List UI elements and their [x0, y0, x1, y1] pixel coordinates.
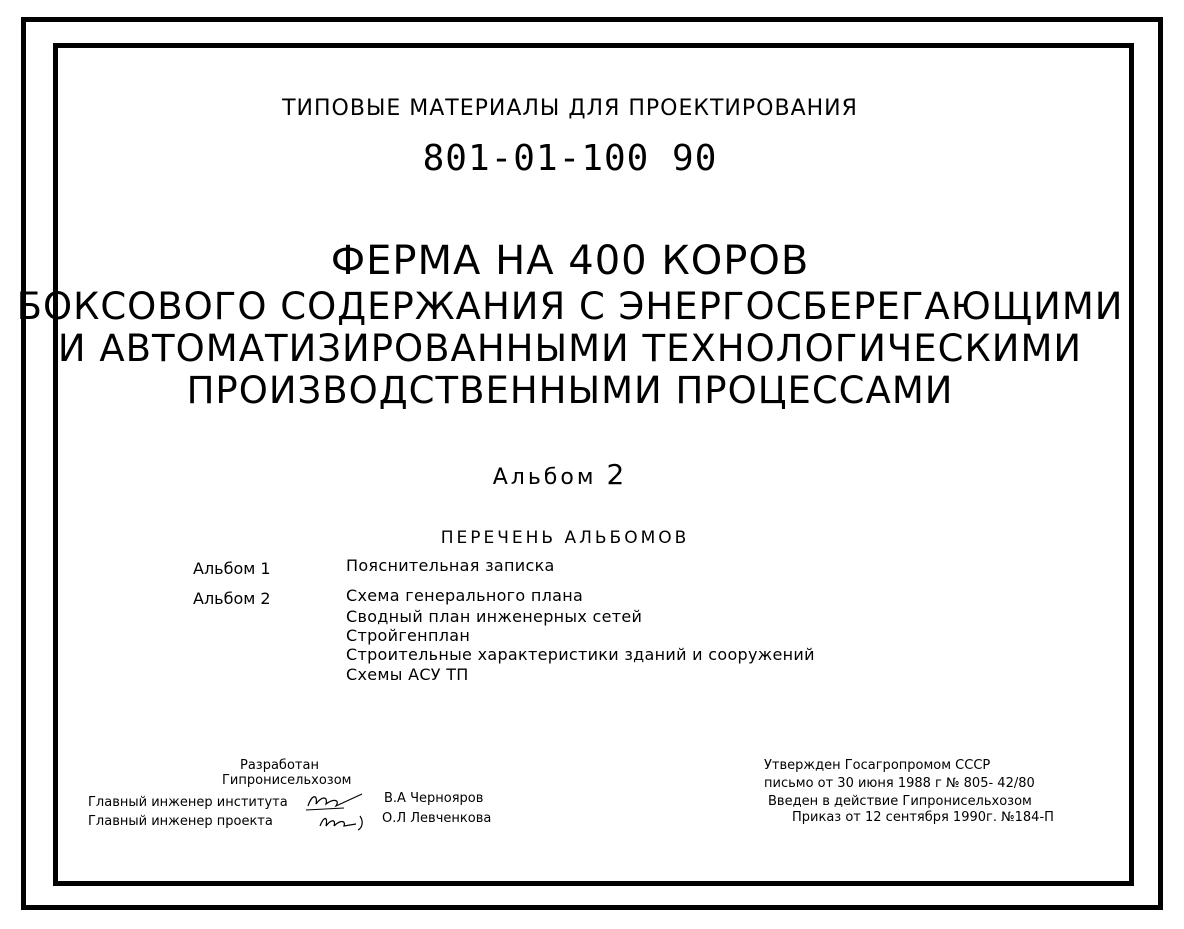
album-list-heading: ПЕРЕЧЕНЬ АЛЬБОМОВ: [440, 528, 690, 548]
album-1-label: Альбом 1: [193, 559, 271, 578]
approval-line-4: Приказ от 12 сентября 1990г. №184-П: [792, 810, 1054, 825]
developer-line-2: Гипронисельхозом: [222, 773, 352, 788]
document-number: 801-01-100 90: [422, 138, 718, 179]
approval-line-1: Утвержден Госагропромом СССР: [764, 758, 991, 773]
album-2-item-3: Стройгенплан: [346, 626, 471, 645]
album-2-item-1: Схема генерального плана: [346, 586, 584, 605]
approval-line-3: Введен в действие Гипронисельхозом: [768, 794, 1032, 809]
album-heading: [0, 458, 1120, 491]
series-label: ТИПОВЫЕ МАТЕРИАЛЫ ДЛЯ ПРОЕКТИРОВАНИЯ: [282, 96, 858, 121]
album-2-label: Альбом 2: [193, 589, 271, 608]
album-2-item-4: Строительные характеристики зданий и сооружений: [346, 645, 815, 664]
album-heading-number: 2: [606, 458, 628, 491]
title-line-1: ФЕРМА НА 400 КОРОВ: [330, 238, 810, 284]
chief-engineer-project-name: О.Л Левченкова: [382, 811, 492, 826]
chief-engineer-institute-name: В.А Чернояров: [384, 791, 484, 806]
album-2-item-2: Сводный план инженерных сетей: [346, 607, 643, 626]
title-line-3: И АВТОМАТИЗИРОВАННЫМИ ТЕХНОЛОГИЧЕСКИМИ: [57, 327, 1083, 370]
chief-engineer-institute-label: Главный инженер института: [88, 795, 288, 810]
approval-line-2: письмо от 30 июня 1988 г № 805- 42/80: [764, 776, 1035, 791]
signature-project: [316, 812, 366, 832]
title-line-2: БОКСОВОГО СОДЕРЖАНИЯ С ЭНЕРГОСБЕРЕГАЮЩИМИ: [16, 285, 1124, 328]
developer-line-1: Разработан: [240, 758, 319, 773]
title-line-4: ПРОИЗВОДСТВЕННЫМИ ПРОЦЕССАМИ: [186, 369, 954, 412]
signature-institute: [304, 790, 366, 812]
album-1-item: Пояснительная записка: [346, 556, 555, 575]
album-heading-label: Альбом: [492, 465, 597, 490]
chief-engineer-project-label: Главный инженер проекта: [88, 814, 273, 829]
album-2-item-5: Схемы АСУ ТП: [346, 665, 469, 684]
